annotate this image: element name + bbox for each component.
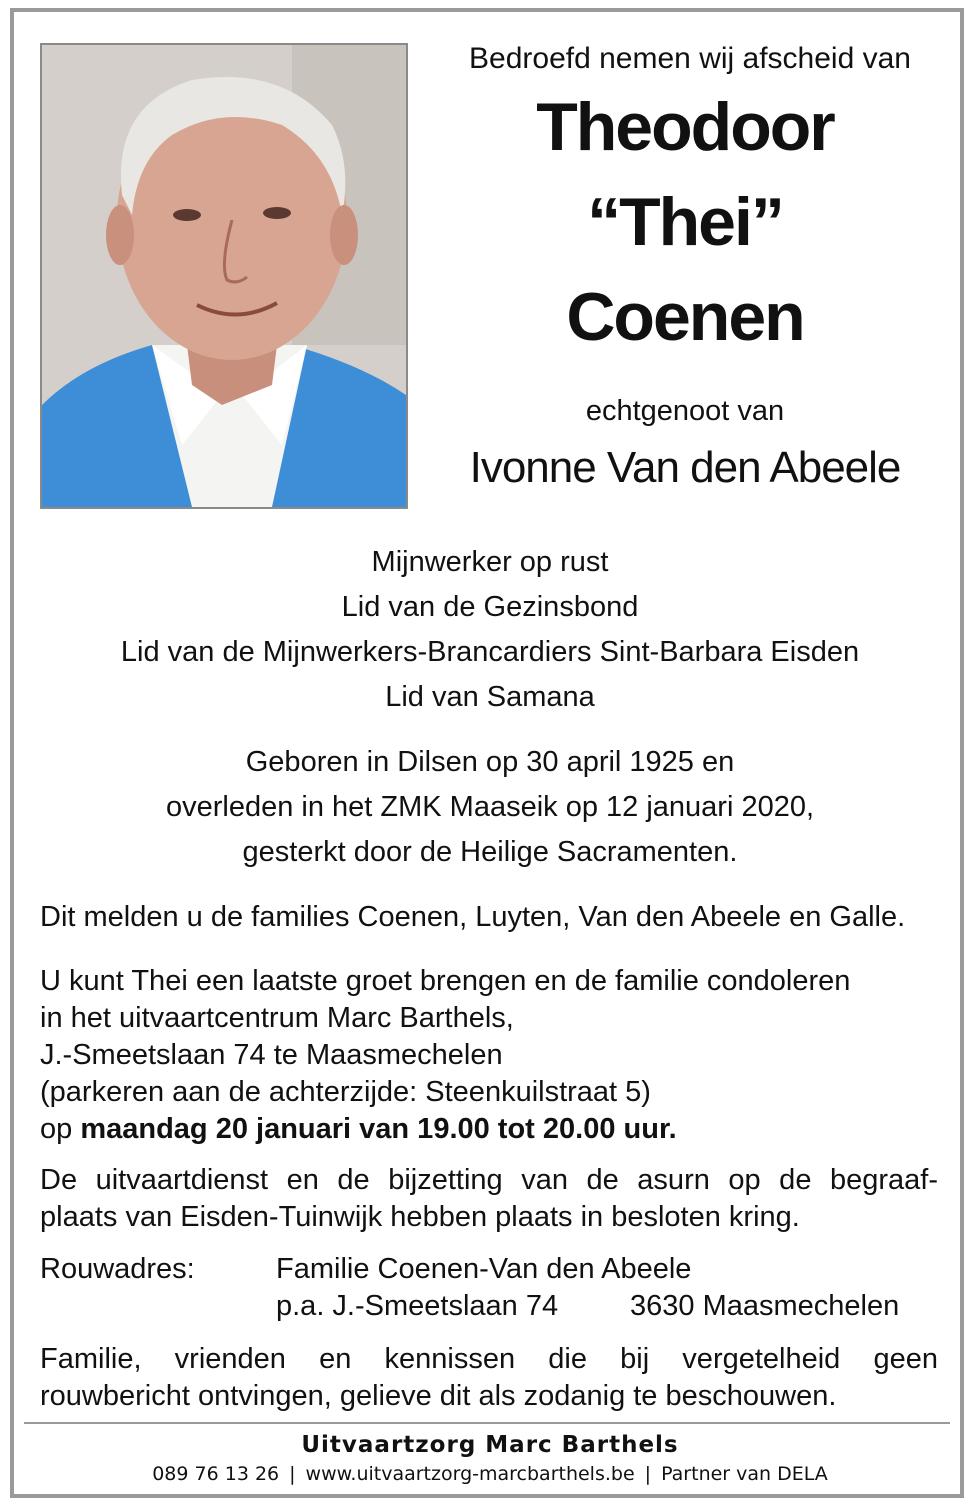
date-line: overleden in het ZMK Maaseik op 12 januari 2020, (165, 791, 815, 823)
service-line: De uitvaartdienst en de bijzetting van de asurn op de begraaf- (40, 1164, 938, 1196)
funeral-service-text (40, 1162, 938, 1236)
service-line: plaats van Eisden-Tuinwijk hebben plaats in besloten kring. (40, 1201, 800, 1233)
visit-line: U kunt Thei een laatste groet brengen en de familie condoleren (40, 965, 851, 997)
visit-line: in het uitvaartcentrum Marc Barthels, (40, 1002, 514, 1034)
phone-number: 089 76 13 26 (152, 1463, 280, 1485)
visitation-text (40, 963, 938, 1148)
visit-line: (parkeren aan de achterzijde: Steenkuilstraat 5) (40, 1076, 651, 1108)
footer-contact (0, 1463, 980, 1485)
role-item: Mijnwerker op rust (371, 546, 609, 578)
rouwadres-street: p.a. J.-Smeetslaan 74 (276, 1290, 559, 1322)
separator: | (644, 1463, 652, 1485)
visit-date-time: maandag 20 januari van 19.00 tot 20.00 uur. (80, 1113, 677, 1145)
spouse-label: echtgenoot van (585, 395, 785, 427)
visit-line: J.-Smeetslaan 74 te Maasmechelen (40, 1039, 503, 1071)
notice-line: Familie, vrienden en kennissen die bij vergetelheid geen (40, 1343, 938, 1375)
deceased-first-name: Theodoor (536, 89, 834, 165)
role-item: Lid van de Gezinsbond (341, 591, 639, 623)
date-line: Geboren in Dilsen op 30 april 1925 en (245, 746, 735, 778)
notice-text (40, 1341, 938, 1415)
birth-death-text (40, 740, 940, 875)
rouwadres-label: Rouwadres: (40, 1253, 195, 1285)
date-line: gesterkt door de Heilige Sacramenten. (242, 836, 738, 868)
role-item: Lid van de Mijnwerkers-Brancardiers Sint-Barbara Eisden (120, 636, 860, 668)
deceased-last-name: Coenen (566, 279, 804, 355)
portrait-illustration (42, 45, 406, 507)
role-item: Lid van Samana (385, 681, 595, 713)
funeral-home-name: Uitvaartzorg Marc Barthels (301, 1432, 679, 1458)
notice-line: rouwbericht ontvingen, gelieve dit als zodanig te beschouwen. (40, 1380, 837, 1412)
intro-text: Bedroefd nemen wij afscheid van (469, 42, 911, 75)
visit-date-prefix: op (40, 1113, 73, 1145)
portrait-photo (40, 43, 408, 509)
separator: | (289, 1463, 296, 1485)
spouse-name: Ivonne Van den Abeele (469, 443, 901, 492)
website-link[interactable]: www.uitvaartzorg-marcbarthels.be (305, 1463, 635, 1485)
rouwadres-family: Familie Coenen-Van den Abeele (276, 1253, 692, 1285)
visit-date-line (40, 1111, 938, 1148)
deceased-nickname: “Thei” (587, 184, 783, 260)
rouwadres-city: 3630 Maasmechelen (630, 1290, 900, 1322)
footer-divider (24, 1422, 950, 1424)
roles-list (40, 540, 940, 720)
families-text: Dit melden u de families Coenen, Luyten, Van den Abeele en Galle. (40, 901, 906, 933)
partner-text: Partner van DELA (661, 1463, 828, 1485)
